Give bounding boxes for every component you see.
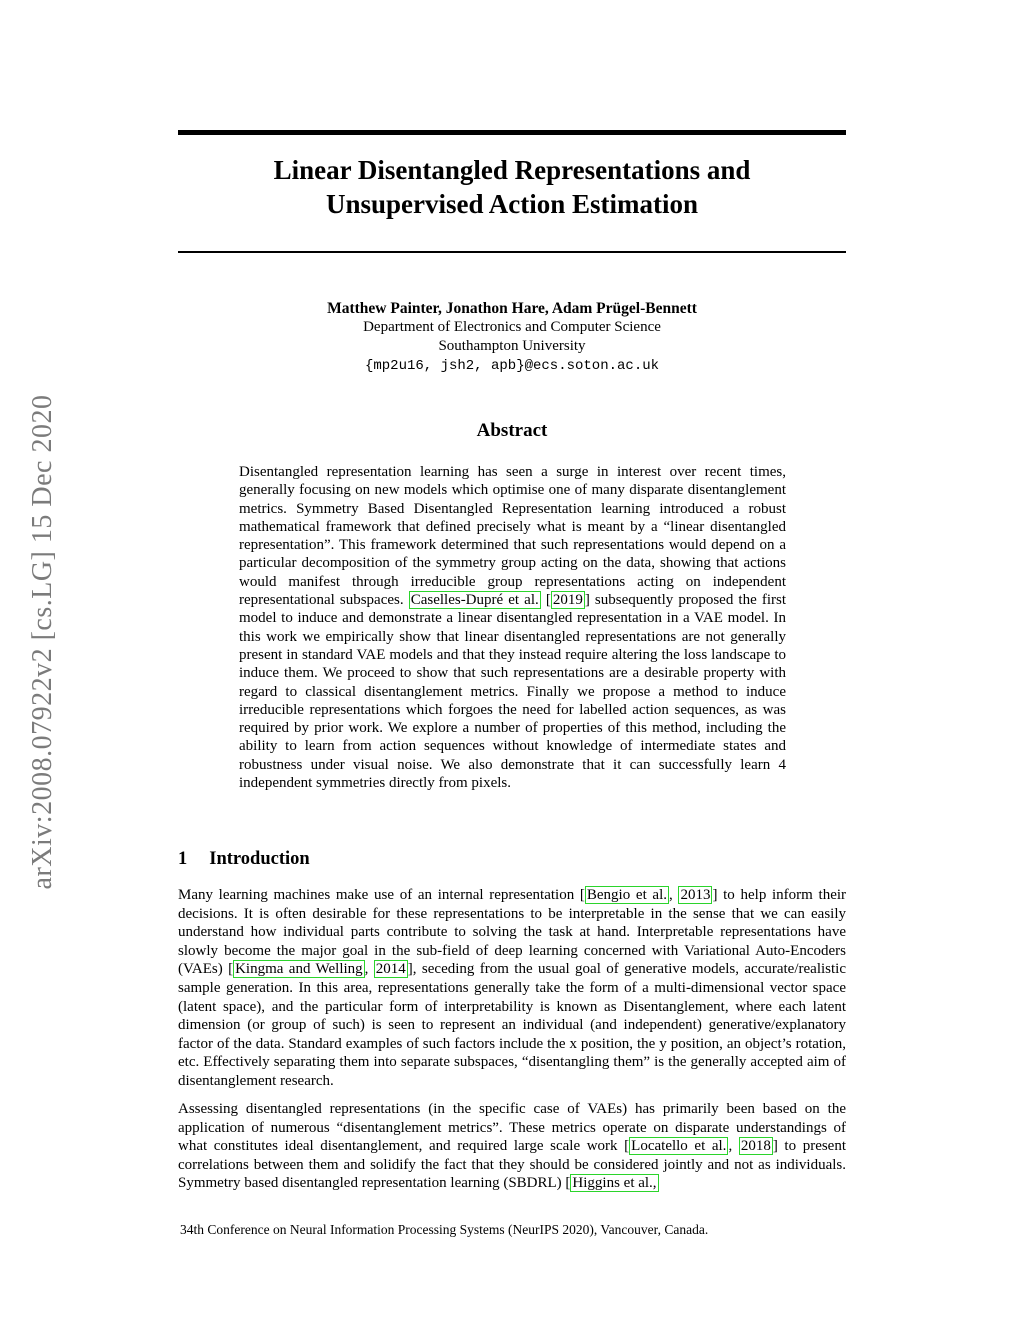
author-department: Department of Electronics and Computer Science — [363, 319, 661, 335]
citation-link[interactable]: Locatello et al. — [631, 1138, 727, 1155]
text-run: Assessing disentangled representations (in the specific case of VAEs) has primarily been based on the application of numerous “disentanglement metrics”. These metrics operate on disparate understandings of what constitutes ideal disentanglement, and required large scale work [ — [178, 1101, 846, 1155]
citation-link[interactable]: Higgins et al., — [572, 1175, 657, 1192]
paper-title — [178, 153, 846, 221]
citation-link[interactable]: 2013 — [680, 887, 711, 903]
text-run: ] to present correlations between them and solidify the fact that they should be considered jointly and not as individuals. Symmetry based disentangled representation learning (SBDRL) [ — [178, 1138, 847, 1192]
author-university: Southampton University — [438, 338, 586, 354]
title-rule-top — [178, 130, 846, 135]
abstract-text — [239, 463, 786, 792]
text-run: ], seceding from the usual goal of generative models, accurate/realistic sample generation. In this area, representations generally take the form of a multi-dimensional vector space (latent space), and the particular form of interpretability is known as Disentanglement, where each latent dimension (or group of such) is seen to represent an individual (and independent) generative/explanatory factor of the data. Standard examples of such factors include the x position, the y position, an object’s rotation, etc. Effectively separating them into separate subspaces, “disentangling them” is the generally accepted aim of disentanglement research. — [178, 961, 846, 1089]
intro-paragraph-1 — [178, 886, 846, 1091]
paper-title-line2: Unsupervised Action Estimation — [325, 189, 699, 219]
author-emails: {mp2u16, jsh2, apb}@ecs.soton.ac.uk — [364, 358, 660, 374]
text-run: , — [364, 961, 374, 978]
citation-link[interactable]: 2019 — [552, 592, 583, 609]
abstract-heading: Abstract — [476, 420, 548, 441]
author-names: Matthew Painter, Jonathon Hare, Adam Prügel-Bennett — [327, 300, 697, 317]
text-run: Disentangled representation learning has seen a surge in interest over recent times, generally focusing on new models which optimise one of many disparate disentanglement metrics. Symmetry Based Disentangled Representation learning introduced a robust mathematical framework that defined precisely what is meant by a “linear disentangled representation”. This framework determined that such representations would depend on a particular decomposition of the symmetry group acting on the data, showing that actions would manifest through irreducible group representations acting on independent representational subspaces. — [239, 464, 786, 609]
text-run: , — [728, 1138, 739, 1155]
citation-link[interactable]: 2014 — [375, 961, 406, 978]
section-title: Introduction — [209, 849, 310, 869]
intro-paragraph-2 — [178, 1100, 846, 1193]
citation-link[interactable]: Caselles-Dupré et al. — [410, 592, 539, 609]
text-run: ] subsequently proposed the first model to induce and demonstrate a linear disentangled representation in a VAE model. In this work we empirically show that linear disentangled representations are not generally present in standard VAE models and that they instead require altering the loss landscape to induce them. We proceed to show that such representations are a desirable property with regard to classical disentanglement metrics. Finally we propose a method to induce irreducible representations which forgoes the need for labelled action sequences, as was required by prior work. We explore a number of properties of this method, including the ability to learn from action sequences without knowledge of intermediate states and robustness under visual noise. We also demonstrate that it can successfully learn 4 independent symmetries directly from pixels. — [239, 592, 786, 792]
text-run: ] to help inform their decisions. It is often desirable for these representations to be interpretable in the sense that we can easily understand how individual parts contribute to solving the task at hand. Interpretable representations have slowly become the major goal in the sub-field of deep learning concerned with Variational Auto-Encoders (VAEs) [ — [178, 887, 847, 978]
text-run: [ — [540, 592, 551, 609]
section-1-heading — [178, 849, 846, 870]
citation-link[interactable]: 2018 — [740, 1138, 771, 1155]
arxiv-watermark: arXiv:2008.07922v2 [cs.LG] 15 Dec 2020 — [27, 394, 58, 890]
title-rule-bottom — [178, 251, 846, 253]
text-run: , — [669, 887, 679, 903]
conference-footnote: 34th Conference on Neural Information Processing Systems (NeurIPS 2020), Vancouver, Canada. — [180, 1222, 709, 1237]
paper-title-line1: Linear Disentangled Representations and — [273, 155, 751, 185]
text-run: Many learning machines make use of an internal representation [ — [178, 887, 585, 903]
section-number: 1 — [178, 849, 188, 869]
citation-link[interactable]: Kingma and Welling — [235, 961, 363, 978]
author-block — [178, 299, 846, 376]
citation-link[interactable]: Bengio et al. — [586, 887, 667, 903]
